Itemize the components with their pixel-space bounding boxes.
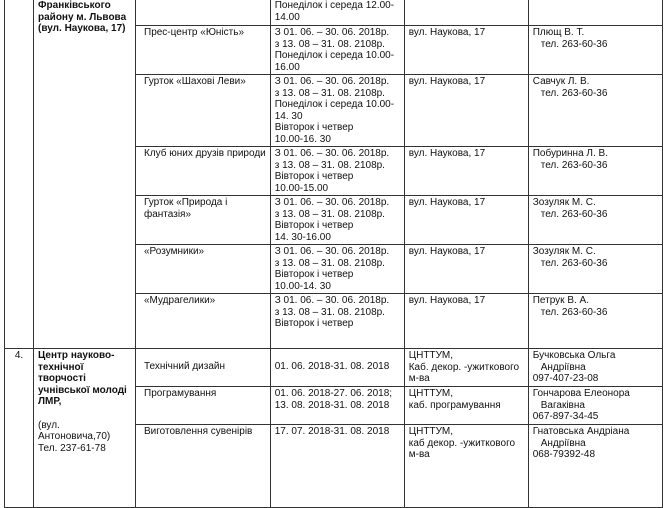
activity-cell: Програмування xyxy=(136,387,271,425)
activity-cell: Клуб юних друзів природи xyxy=(136,147,271,196)
contact-cell: Бучковська Ольга Андріївна 097-407-23-08 xyxy=(528,349,662,387)
dates-cell: З 01. 06. – 30. 06. 2018р. з 13. 08 – 31. 08. 2108р. Понеділок і середа 10.00- 16.00 xyxy=(270,26,404,75)
activity-cell: Технічний дизайн xyxy=(136,349,271,387)
contact-cell: Савчук Л. В. тел. 263-60-36 xyxy=(528,75,662,147)
address-cell: вул. Наукова, 17 xyxy=(404,147,528,196)
address-cell: вул. Наукова, 17 xyxy=(404,75,528,147)
organization-cell: Центр науково- технічної творчості учнівської молоді ЛМР, (вул. Антоновича,70) Тел. 237-61-78 xyxy=(34,349,136,508)
contact-cell: Побуринна Л. В. тел. 263-60-36 xyxy=(528,147,662,196)
activity-cell: Прес-центр «Юність» xyxy=(136,26,271,75)
contact-cell: Гнатовська Андріана Андріївна 068-79392-48 xyxy=(528,425,662,508)
activity-cell: «Мудрагелики» xyxy=(136,294,271,349)
contact-cell: Зозуляк М. С. тел. 263-60-36 xyxy=(528,245,662,294)
address-cell: ЦНТТУМ, каб. програмування xyxy=(404,387,528,425)
dates-cell: 17. 07. 2018-31. 08. 2018 xyxy=(270,425,404,508)
address-cell: ЦНТТУМ, Каб. декор. -ужиткового м-ва xyxy=(404,349,528,387)
activity-cell: «Розумники» xyxy=(136,245,271,294)
dates-cell: З 01. 06. – 30. 06. 2018р. з 13. 08 – 31. 08. 2108р. Вівторок і четвер 10.00-14. 30 xyxy=(270,245,404,294)
activity-cell: Гурток «Природа і фантазія» xyxy=(136,196,271,245)
activity-cell: Виготовлення сувенірів xyxy=(136,425,271,508)
address-cell: вул. Наукова, 17 xyxy=(404,196,528,245)
dates-cell: Понеділок і середа 12.00- 14.00 xyxy=(270,0,404,26)
dates-cell: З 01. 06. – 30. 06. 2018р. з 13. 08 – 31. 08. 2108р. Вівторок і четвер 10.00-15.00 xyxy=(270,147,404,196)
dates-cell: 01. 06. 2018-27. 06. 2018; 13. 08. 2018-31. 08. 2018 xyxy=(270,387,404,425)
schedule-table xyxy=(4,0,663,508)
address-cell: вул. Наукова, 17 xyxy=(404,245,528,294)
address-cell: вул. Наукова, 17 xyxy=(404,26,528,75)
activity-cell xyxy=(136,0,271,26)
address-cell xyxy=(404,0,528,26)
contact-cell: Плющ В. Т. тел. 263-60-36 xyxy=(528,26,662,75)
activity-cell: Гурток «Шахові Леви» xyxy=(136,75,271,147)
contact-cell: Гончарова Елеонора Вагаківна 067-897-34-45 xyxy=(528,387,662,425)
contact-cell xyxy=(528,0,662,26)
contact-cell: Петрук В. А. тел. 263-60-36 xyxy=(528,294,662,349)
table-row xyxy=(5,349,663,387)
address-cell: ЦНТТУМ, каб декор. -ужиткового м-ва xyxy=(404,425,528,508)
number-cell: 4. xyxy=(5,349,34,508)
dates-cell: З 01. 06. – 30. 06. 2018р. з 13. 08 – 31. 08. 2108р. Вівторок і четвер 14. 30-16.00 xyxy=(270,196,404,245)
dates-cell: З 01. 06. – 30. 06. 2018р. з 13. 08 – 31. 08. 2108р. Понеділок і середа 10.00- 14. 30 Вівторок і четвер 10.00-16. 30 xyxy=(270,75,404,147)
address-cell: вул. Наукова, 17 xyxy=(404,294,528,349)
dates-cell: З 01. 06. – 30. 06. 2018р. з 13. 08 – 31. 08. 2108р. Вівторок і четвер xyxy=(270,294,404,349)
contact-cell: Зозуляк М. С. тел. 263-60-36 xyxy=(528,196,662,245)
dates-cell: 01. 06. 2018-31. 08. 2018 xyxy=(270,349,404,387)
table-row xyxy=(5,0,663,26)
number-cell xyxy=(5,0,34,349)
organization-cell: Франківського району м. Львова (вул. Наукова, 17) xyxy=(34,0,136,349)
